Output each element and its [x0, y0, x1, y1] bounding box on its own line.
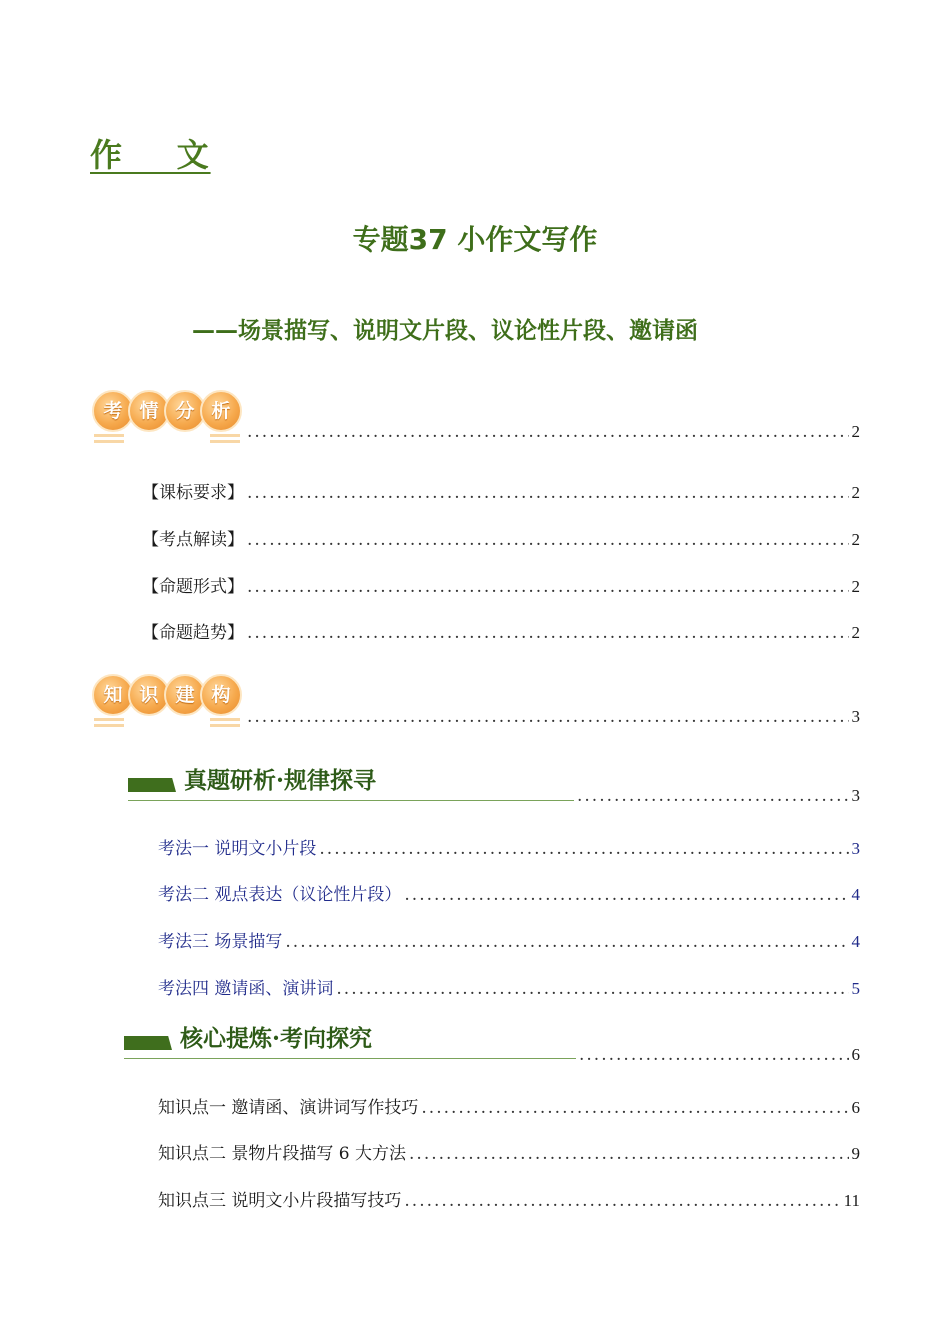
badge-decor — [210, 440, 240, 443]
subject-heading: 作 文 — [90, 136, 211, 174]
toc-label: 知识点三 说明文小片段描写技巧 — [158, 1191, 402, 1211]
badge-decor — [94, 440, 124, 443]
badge-char: 识 — [128, 674, 170, 716]
toc-entry-section2[interactable] — [576, 1045, 860, 1065]
section-title: 真题研析·规律探寻 — [184, 767, 377, 794]
badge-decor — [94, 434, 124, 437]
section-marker — [128, 778, 176, 792]
leader-dots — [247, 577, 849, 597]
leader-dots — [577, 786, 849, 806]
leader-dots — [421, 1098, 848, 1118]
toc-label: 知识点一 邀请函、演讲词写作技巧 — [158, 1098, 419, 1118]
page-number: 2 — [851, 483, 860, 502]
toc-entry[interactable] — [142, 478, 860, 503]
analysis-badge — [92, 390, 248, 450]
page-number: 3 — [851, 786, 860, 805]
leader-dots — [579, 1045, 849, 1065]
page-number: 11 — [843, 1191, 860, 1210]
badge-char: 建 — [164, 674, 206, 716]
toc-label: 考法四 邀请函、演讲词 — [158, 979, 334, 999]
toc-entry[interactable] — [142, 618, 860, 643]
badge-char: 情 — [128, 390, 170, 432]
badge-char: 知 — [92, 674, 134, 716]
badge-char: 分 — [164, 390, 206, 432]
toc-entry[interactable] — [158, 834, 860, 859]
page-subtitle: ——场景描写、说明文片段、议论性片段、邀请函 — [192, 318, 698, 344]
toc-label: 考法二 观点表达（议论性片段） — [158, 885, 402, 905]
badge-decor — [94, 724, 124, 727]
page-number: 2 — [851, 422, 860, 441]
section-header-hexin — [124, 1018, 576, 1059]
leader-dots — [247, 483, 849, 503]
page-number: 6 — [851, 1098, 860, 1117]
section-header-zhenti — [128, 760, 574, 801]
page-number: 3 — [851, 707, 860, 726]
page-number: 2 — [851, 530, 860, 549]
leader-dots — [247, 422, 849, 442]
page-title: 专题37 小作文写作 — [352, 223, 598, 256]
toc-entry[interactable] — [142, 525, 860, 550]
toc-entry[interactable] — [158, 880, 860, 905]
badge-decor — [210, 718, 240, 721]
toc-label: 【命题趋势】 — [142, 623, 244, 643]
badge-char: 考 — [92, 390, 134, 432]
page-number: 4 — [851, 932, 860, 951]
page-number: 2 — [851, 577, 860, 596]
toc-label: 【考点解读】 — [142, 530, 244, 550]
leader-dots — [404, 1191, 840, 1211]
toc-label: 【命题形式】 — [142, 577, 244, 597]
toc-entry-knowledge[interactable] — [244, 707, 860, 727]
leader-dots — [247, 530, 849, 550]
badge-decor — [94, 718, 124, 721]
page-number: 5 — [851, 979, 860, 998]
toc-entry[interactable] — [158, 1186, 860, 1211]
page-number: 2 — [851, 623, 860, 642]
section-title: 核心提炼·考向探究 — [180, 1025, 373, 1052]
toc-label: 【课标要求】 — [142, 483, 244, 503]
toc-entry-section1[interactable] — [574, 786, 860, 806]
page-number: 6 — [851, 1045, 860, 1064]
toc-entry[interactable] — [158, 927, 860, 952]
toc-label: 考法一 说明文小片段 — [158, 839, 317, 859]
toc-label: 考法三 场景描写 — [158, 932, 283, 952]
toc-entry[interactable] — [158, 974, 860, 999]
page-number: 9 — [851, 1144, 860, 1163]
badge-decor — [210, 724, 240, 727]
leader-dots — [285, 932, 848, 952]
badge-decor — [210, 434, 240, 437]
leader-dots — [319, 839, 848, 859]
leader-dots — [247, 707, 849, 727]
badge-char: 构 — [200, 674, 242, 716]
section-marker — [124, 1036, 172, 1050]
page-number: 3 — [851, 839, 860, 858]
toc-entry-analysis[interactable] — [244, 422, 860, 442]
leader-dots — [409, 1144, 848, 1164]
page-number: 4 — [851, 885, 860, 904]
badge-char: 析 — [200, 390, 242, 432]
leader-dots — [336, 979, 848, 999]
toc-entry[interactable] — [142, 572, 860, 597]
knowledge-badge — [92, 674, 248, 734]
leader-dots — [247, 623, 849, 643]
toc-label: 知识点二 景物片段描写 6 大方法 — [158, 1144, 407, 1164]
toc-entry[interactable] — [158, 1139, 860, 1164]
toc-entry[interactable] — [158, 1093, 860, 1118]
leader-dots — [404, 885, 848, 905]
